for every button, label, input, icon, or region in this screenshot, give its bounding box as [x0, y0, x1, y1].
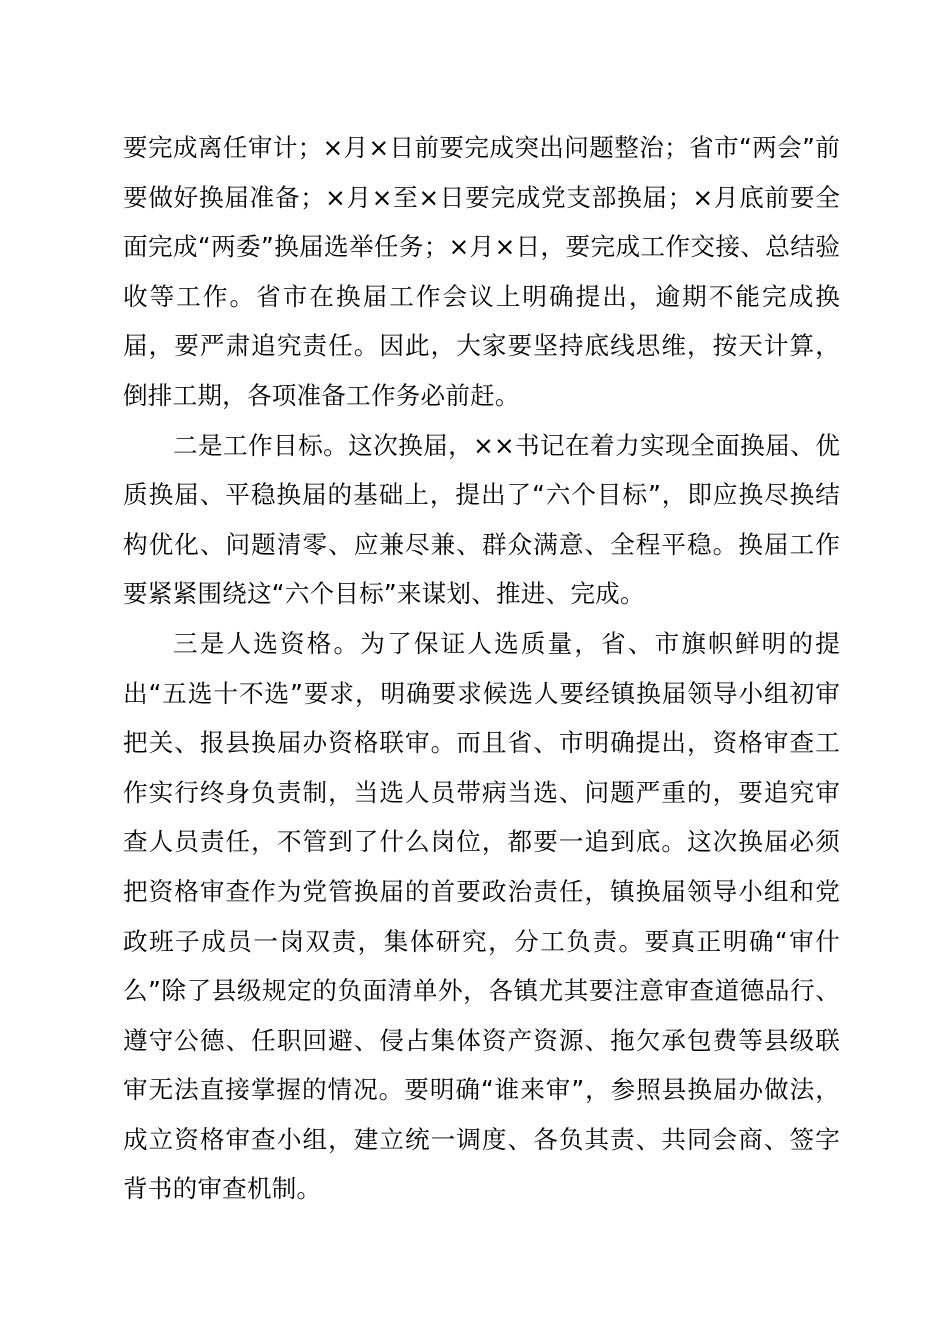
paragraph-continuation: 要完成离任审计；×月×日前要完成突出问题整治；省市“两会”前要做好换届准备；×月×至×日要完成党支部换届；×月底前要全面完成“两委”换届选举任务；×月×日，要完成工作交接、总结验收等工作。省市在换届工作会议上明确提出，逾期不能完成换届，要严肃追究责任。因此，大家要坚持底线思维，按天计算，倒排工期，各项准备工作务必前赶。: [123, 133, 840, 410]
paragraph-work-goals: 二是工作目标。这次换届，××书记在着力实现全面换届、优质换届、平稳换届的基础上，提出了“六个目标”，即应换尽换结构优化、问题清零、应兼尽兼、群众满意、全程平稳。换届工作要紧紧围绕这“六个目标”来谋划、推进、完成。: [123, 430, 840, 609]
paragraph-candidate-qualification: 三是人选资格。为了保证人选质量，省、市旗帜鲜明的提出“五选十不选”要求，明确要求候选人要经镇换届领导小组初审把关、报县换届办资格联审。而且省、市明确提出，资格审查工作实行终身负责制，当选人员带病当选、问题严重的，要追究审查人员责任，不管到了什么岗位，都要一追到底。这次换届必须把资格审查作为党管换届的首要政治责任，镇换届领导小组和党政班子成员一岗双责，集体研究，分工负责。要真正明确“审什么”除了县级规定的负面清单外，各镇尤其要注意审查道德品行、遵守公德、任职回避、侵占集体资产资源、拖欠承包费等县级联审无法直接掌握的情况。要明确“谁来审”，参照县换届办做法，成立资格审查小组，建立统一调度、各负其责、共同会商、签字背书的审查机制。: [123, 628, 840, 1204]
document-body: [123, 123, 840, 1214]
